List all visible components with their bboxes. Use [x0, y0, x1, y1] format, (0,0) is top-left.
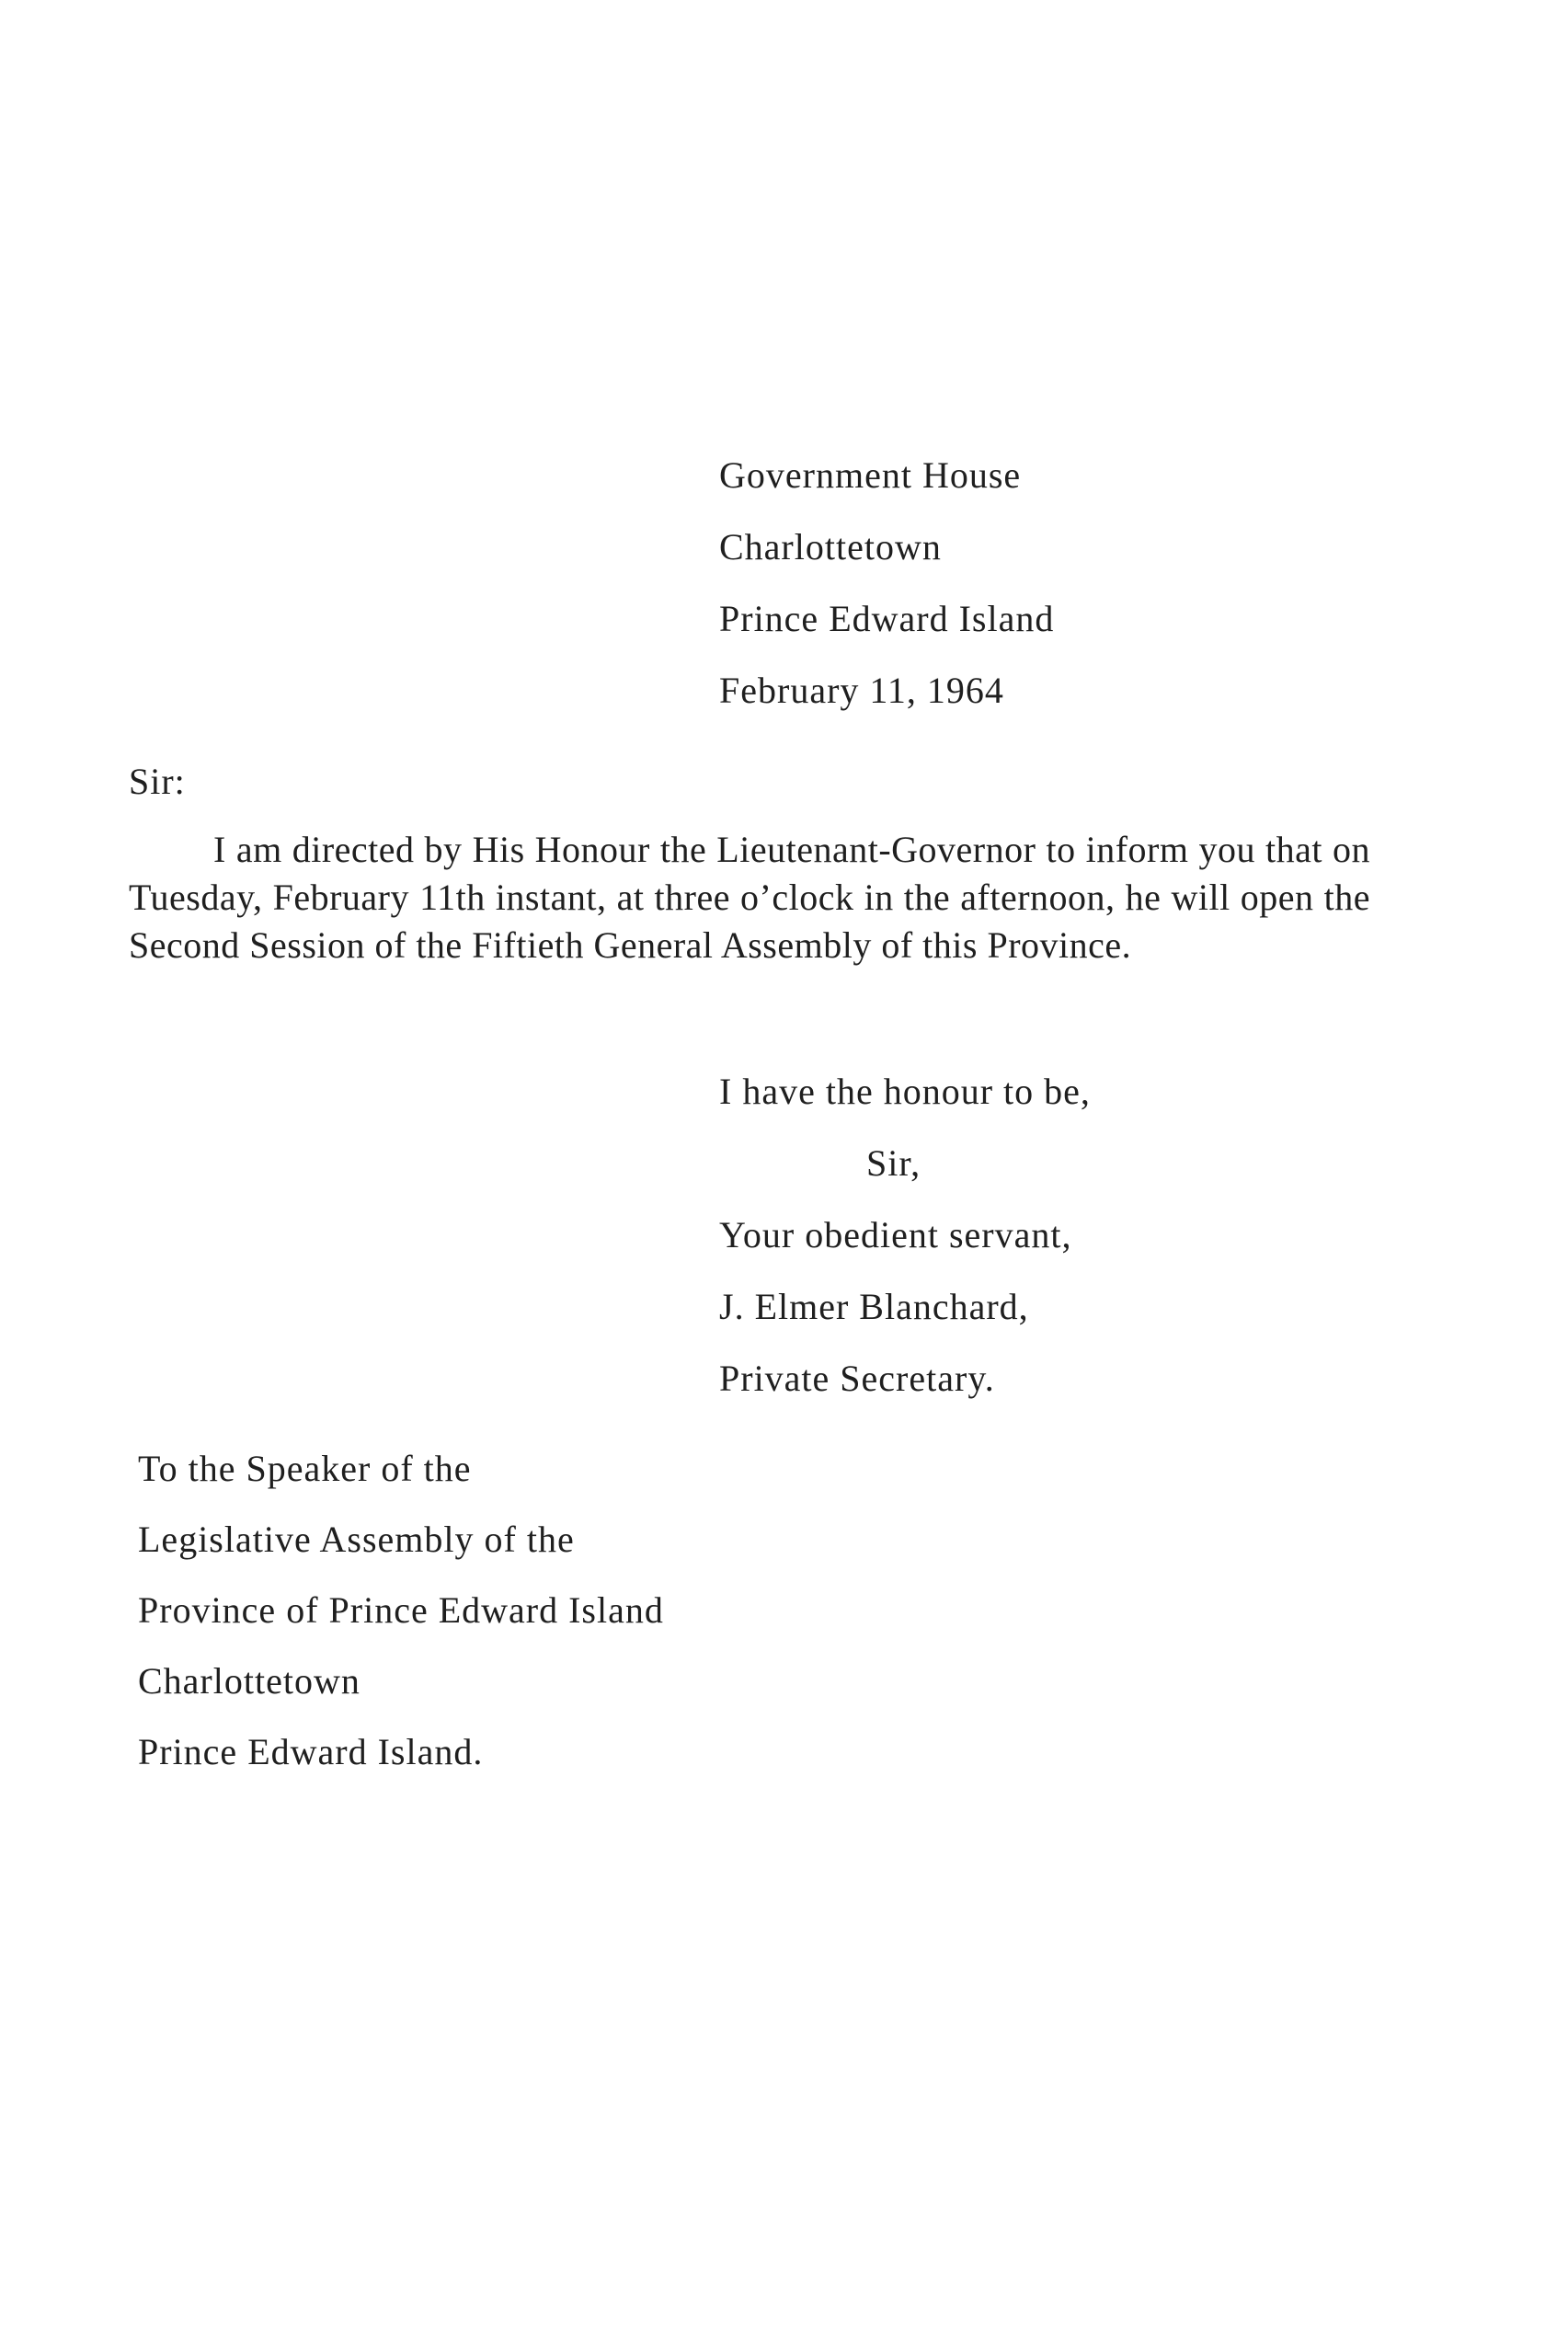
address-line-2: Charlottetown	[719, 526, 942, 567]
closing-sir: Sir,	[866, 1142, 921, 1184]
address-line-1: Government House	[719, 454, 1022, 496]
salutation: Sir:	[129, 761, 186, 802]
recipient-address	[138, 1433, 664, 1787]
recipient-line-4: Charlottetown	[138, 1660, 361, 1702]
address-line-3: Prince Edward Island	[719, 598, 1055, 639]
recipient-line-1: To the Speaker of the	[138, 1448, 472, 1489]
signature-name: J. Elmer Blanchard,	[719, 1286, 1029, 1327]
closing-line: I have the honour to be,	[719, 1071, 1091, 1112]
recipient-line-2: Legislative Assembly of the	[138, 1519, 575, 1560]
recipient-line-3: Province of Prince Edward Island	[138, 1589, 664, 1631]
signature-title: Private Secretary.	[719, 1358, 995, 1399]
closing-servant: Your obedient servant,	[719, 1214, 1072, 1255]
recipient-line-5: Prince Edward Island.	[138, 1731, 484, 1772]
letter-body: I am directed by His Honour the Lieutenant-Governor to inform you that on Tuesday, February 11th instant, at three o’clock in the afternoon, he will open the Second Session of the Fiftieth General Assembly of this Province.	[129, 829, 1370, 966]
sender-address	[719, 440, 1054, 727]
closing-block	[719, 1056, 1091, 1415]
letter-date: February 11, 1964	[719, 670, 1004, 711]
